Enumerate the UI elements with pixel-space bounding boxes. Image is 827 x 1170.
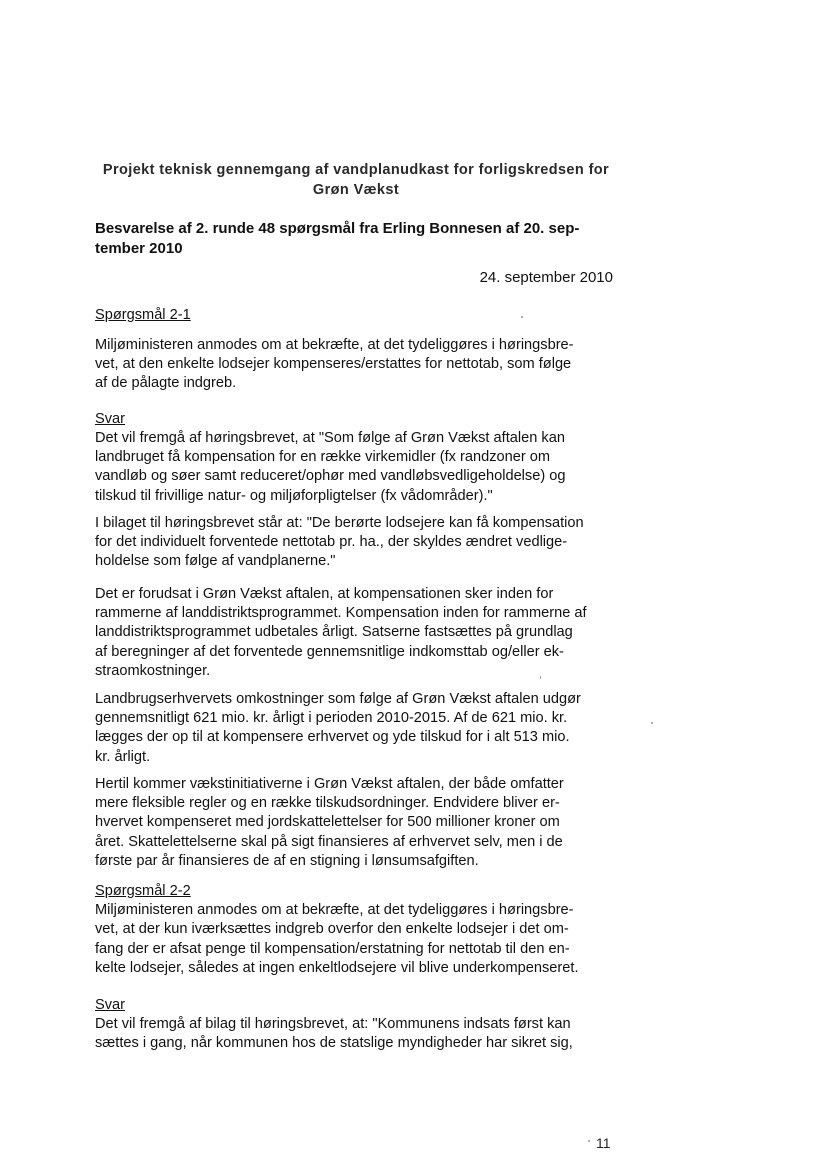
- text-line: Hertil kommer vækstinitiativerne i Grøn Vækst aftalen, der både omfatter: [95, 776, 564, 792]
- title-line-1: Projekt teknisk gennemgang af vandplanudkast for forligskredsen for: [102, 162, 610, 178]
- answer-2-1-paragraph-3: [95, 585, 625, 681]
- text-line: lægges der op til at kompensere erhvervet og yde tilskud for i alt 513 mio.: [95, 729, 570, 746]
- question-heading: Spørgsmål 2-1: [95, 307, 191, 323]
- text-line: af de pålagte indgreb.: [95, 375, 237, 392]
- text-line: første par år finansieres de af en stigning i lønsumsafgiften.: [95, 852, 479, 869]
- text-line: vandløb og søer samt reduceret/ophør med vandløbsvedligeholdelse) og: [95, 468, 566, 485]
- text-line: for det individuelt forventede nettotab pr. ha., der skyldes ændret vedlige-: [95, 534, 568, 551]
- page-number: 11: [596, 1135, 611, 1151]
- question-2-1-text: [95, 336, 625, 394]
- scan-speck: [521, 316, 523, 318]
- answer-heading: Svar: [95, 411, 126, 427]
- text-line: rammerne af landdistriktsprogrammet. Kompensation inden for rammerne af: [95, 605, 587, 622]
- document-title: [96, 160, 616, 200]
- text-line: af beregninger af det forventede gennemsnitlige indkomsttab og/eller ek-: [95, 643, 564, 660]
- text-line: vet, at der kun iværksættes indgreb overfor den enkelte lodsejer i det om-: [95, 921, 569, 938]
- text-line: Det vil fremgå af høringsbrevet, at "Som følge af Grøn Vækst aftalen kan: [95, 430, 565, 446]
- text-line: Det er forudsat i Grøn Vækst aftalen, at kompensationen sker inden for: [95, 586, 554, 602]
- question-heading: Spørgsmål 2-2: [95, 883, 191, 899]
- text-line: hvervet kompenseret med jordskattelettelser for 500 millioner kroner om: [95, 814, 560, 831]
- answer-2-2: [95, 996, 625, 1054]
- text-line: året. Skattelettelserne skal på sigt finansieres af erhvervet selv, men i de: [95, 833, 563, 850]
- text-line: Miljøministeren anmodes om at bekræfte, at det tydeliggøres i høringsbre-: [95, 337, 574, 353]
- text-line: kr. årligt.: [95, 748, 151, 765]
- text-line: Miljøministeren anmodes om at bekræfte, at det tydeliggøres i høringsbre-: [95, 902, 574, 919]
- text-line: fang der er afsat penge til kompensation/erstatning for nettotab til den en-: [95, 940, 570, 957]
- text-line: tilskud til frivillige natur- og miljøforpligtelser (fx vådområder).": [95, 487, 493, 504]
- answer-2-1-heading: [95, 410, 625, 429]
- document-subtitle: [95, 219, 615, 259]
- text-line: gennemsnitligt 621 mio. kr. årligt i perioden 2010-2015. Af de 621 mio. kr.: [95, 710, 568, 727]
- answer-2-1-paragraph-4: [95, 690, 625, 767]
- scan-speck: [540, 676, 541, 679]
- subtitle-line-1: Besvarelse af 2. runde 48 spørgsmål fra Erling Bonnesen af 20. sep-: [95, 220, 580, 237]
- question-2-2: [95, 882, 625, 978]
- text-line: Det vil fremgå af bilag til høringsbrevet, at: "Kommunens indsats først kan: [95, 1016, 571, 1033]
- text-line: holdelse som følge af vandplanerne.": [95, 553, 336, 570]
- text-line: straomkostninger.: [95, 662, 211, 679]
- answer-heading: Svar: [95, 997, 126, 1013]
- document-date: 24. september 2010: [479, 269, 613, 286]
- title-line-2: Grøn Vækst: [312, 182, 400, 198]
- text-line: kelte lodsejer, således at ingen enkeltlodsejere vil blive underkompenseret.: [95, 959, 579, 976]
- text-line: mere fleksible regler og en række tilskudsordninger. Endvidere bliver er-: [95, 795, 560, 812]
- answer-2-1-paragraph-5: [95, 775, 625, 871]
- text-line: landdistriktsprogrammet udbetales årligt. Satserne fastsættes på grundlag: [95, 624, 573, 641]
- text-line: I bilaget til høringsbrevet står at: "De berørte lodsejere kan få kompensation: [95, 515, 584, 531]
- text-line: vet, at den enkelte lodsejer kompenseres/erstattes for nettotab, som følge: [95, 356, 572, 373]
- text-line: Landbrugserhvervets omkostninger som følge af Grøn Vækst aftalen udgør: [95, 691, 581, 707]
- scan-speck: [588, 1140, 590, 1142]
- question-2-1-heading: [95, 306, 625, 325]
- text-line: sættes i gang, når kommunen hos de statslige myndigheder har sikret sig,: [95, 1035, 573, 1052]
- subtitle-line-2: tember 2010: [95, 240, 183, 257]
- scan-speck: [651, 722, 653, 724]
- answer-2-1-paragraph-2: [95, 514, 625, 572]
- answer-2-1-paragraph-1: [95, 429, 625, 506]
- text-line: landbruget få kompensation for en række virkemidler (fx randzoner om: [95, 449, 551, 466]
